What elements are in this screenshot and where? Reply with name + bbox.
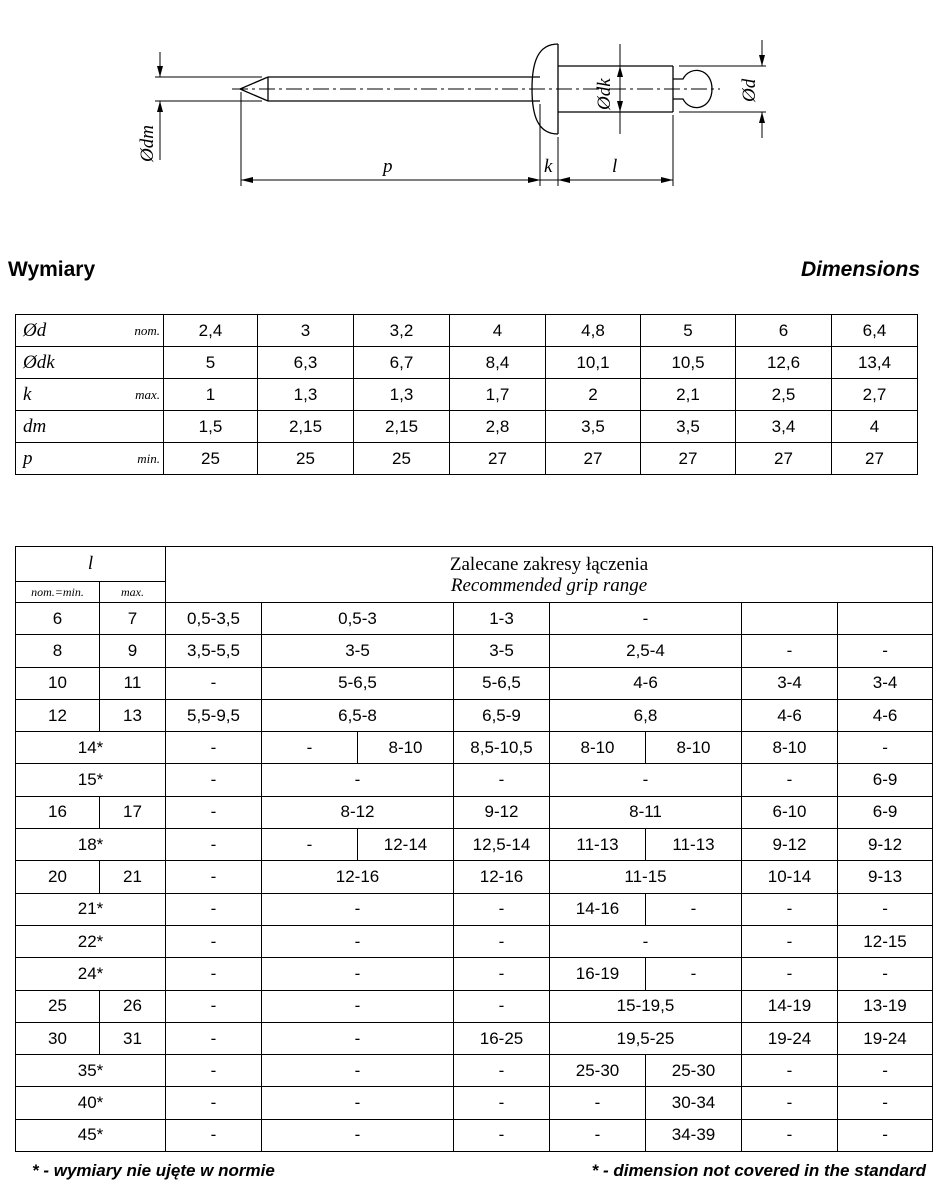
grip-range-cell: 0,5-3 bbox=[262, 603, 454, 635]
grip-range-cell: - bbox=[454, 764, 550, 796]
dimension-value: 27 bbox=[450, 443, 546, 475]
grip-range-cell: - bbox=[550, 1119, 646, 1151]
heading-polish: Wymiary bbox=[8, 258, 96, 281]
grip-range-cell: - bbox=[742, 925, 838, 957]
grip-range-cell: - bbox=[166, 861, 262, 893]
grip-range-cell: - bbox=[262, 1022, 454, 1054]
grip-range-cell: - bbox=[454, 925, 550, 957]
grip-range-cell: 5-6,5 bbox=[262, 667, 454, 699]
dimension-value: 4,8 bbox=[546, 315, 641, 347]
dimension-value: 5 bbox=[164, 347, 258, 379]
dimension-value: 27 bbox=[832, 443, 918, 475]
dimension-qualifier: min. bbox=[94, 443, 164, 475]
grip-range-cell: - bbox=[742, 1055, 838, 1087]
dimension-name: Ød bbox=[16, 315, 94, 347]
grip-range-cell: 2,5-4 bbox=[550, 635, 742, 667]
grip-range-cell bbox=[838, 603, 933, 635]
grip-range-cell: 13-19 bbox=[838, 990, 933, 1022]
grip-range-cell: 11-13 bbox=[646, 829, 742, 861]
dimension-value: 12,6 bbox=[736, 347, 832, 379]
grip-row bbox=[16, 603, 933, 635]
grip-length: 14* bbox=[16, 732, 166, 764]
grip-range-cell: 12-15 bbox=[838, 925, 933, 957]
dimension-name: p bbox=[16, 443, 94, 475]
grip-range-cell: 6-9 bbox=[838, 764, 933, 796]
grip-length-nom: 8 bbox=[16, 635, 100, 667]
grip-range-cell: - bbox=[166, 893, 262, 925]
dimension-value: 1,3 bbox=[354, 379, 450, 411]
dimension-value: 2,7 bbox=[832, 379, 918, 411]
grip-range-cell: - bbox=[262, 958, 454, 990]
grip-range-cell: 1-3 bbox=[454, 603, 550, 635]
dimension-value: 10,5 bbox=[641, 347, 736, 379]
grip-range-cell: 0,5-3,5 bbox=[166, 603, 262, 635]
grip-range-cell: - bbox=[646, 893, 742, 925]
grip-range-cell: 16-19 bbox=[550, 958, 646, 990]
rivet-drawing bbox=[0, 0, 946, 240]
grip-title-pl: Zalecane zakresy łączenia bbox=[449, 553, 649, 575]
grip-range-cell: - bbox=[550, 603, 742, 635]
grip-range-cell: - bbox=[166, 1022, 262, 1054]
grip-range-table bbox=[15, 546, 933, 1152]
heading-english: Dimensions bbox=[800, 258, 920, 281]
grip-length-max: 13 bbox=[100, 699, 166, 731]
dimension-qualifier bbox=[94, 347, 164, 379]
grip-range-cell: 19-24 bbox=[838, 1022, 933, 1054]
dimension-value: 3,2 bbox=[354, 315, 450, 347]
grip-range-cell: 6,8 bbox=[550, 699, 742, 731]
grip-row bbox=[16, 925, 933, 957]
grip-range-cell: - bbox=[742, 635, 838, 667]
grip-range-cell: - bbox=[838, 635, 933, 667]
dimension-value: 10,1 bbox=[546, 347, 641, 379]
grip-range-cell: 12,5-14 bbox=[454, 829, 550, 861]
grip-range-cell: 4-6 bbox=[742, 699, 838, 731]
grip-range-cell: - bbox=[838, 958, 933, 990]
grip-range-cell: - bbox=[742, 893, 838, 925]
grip-range-cell: - bbox=[262, 990, 454, 1022]
grip-row bbox=[16, 1119, 933, 1151]
nom-min-header: nom.=min. bbox=[16, 582, 100, 603]
grip-row bbox=[16, 699, 933, 731]
grip-row bbox=[16, 829, 933, 861]
grip-length-max: 21 bbox=[100, 861, 166, 893]
dimension-name: dm bbox=[16, 411, 94, 443]
grip-range-cell: 25-30 bbox=[646, 1055, 742, 1087]
grip-range-cell: 8-10 bbox=[358, 732, 454, 764]
grip-range-cell: - bbox=[166, 764, 262, 796]
grip-range-cell: - bbox=[838, 1055, 933, 1087]
grip-range-cell: - bbox=[262, 1119, 454, 1151]
grip-range-cell: 25-30 bbox=[550, 1055, 646, 1087]
grip-length-max: 31 bbox=[100, 1022, 166, 1054]
grip-length: 40* bbox=[16, 1087, 166, 1119]
grip-range-cell: 10-14 bbox=[742, 861, 838, 893]
grip-range-cell: - bbox=[166, 925, 262, 957]
grip-range-cell: - bbox=[454, 990, 550, 1022]
grip-length: 45* bbox=[16, 1119, 166, 1151]
grip-range-cell: - bbox=[646, 958, 742, 990]
grip-range-cell: 34-39 bbox=[646, 1119, 742, 1151]
grip-range-cell: - bbox=[550, 925, 742, 957]
grip-title bbox=[166, 547, 933, 603]
grip-range-cell: 5,5-9,5 bbox=[166, 699, 262, 731]
grip-range-cell: 12-16 bbox=[262, 861, 454, 893]
grip-length-nom: 25 bbox=[16, 990, 100, 1022]
grip-range-cell: 9-13 bbox=[838, 861, 933, 893]
footnote-english: * - dimension not covered in the standard bbox=[591, 1161, 926, 1180]
grip-range-cell: - bbox=[454, 893, 550, 925]
grip-range-cell: - bbox=[166, 667, 262, 699]
grip-range-cell: 3-5 bbox=[262, 635, 454, 667]
grip-length-max: 9 bbox=[100, 635, 166, 667]
dimension-value: 2 bbox=[546, 379, 641, 411]
dimension-row bbox=[16, 379, 918, 411]
label-l: l bbox=[612, 156, 618, 177]
dimension-value: 2,15 bbox=[258, 411, 354, 443]
grip-range-cell: - bbox=[742, 1087, 838, 1119]
grip-range-cell: - bbox=[166, 1055, 262, 1087]
grip-range-cell: - bbox=[262, 829, 358, 861]
grip-range-cell: 9-12 bbox=[838, 829, 933, 861]
grip-range-cell: - bbox=[454, 958, 550, 990]
grip-range-cell: 15-19,5 bbox=[550, 990, 742, 1022]
dimension-value: 1,5 bbox=[164, 411, 258, 443]
grip-range-cell: 6-9 bbox=[838, 796, 933, 828]
grip-range-cell: - bbox=[262, 925, 454, 957]
grip-range-cell: - bbox=[838, 1119, 933, 1151]
grip-row bbox=[16, 764, 933, 796]
grip-range-cell: - bbox=[262, 732, 358, 764]
dimension-row bbox=[16, 411, 918, 443]
dimension-qualifier: nom. bbox=[94, 315, 164, 347]
grip-range-cell: 6,5-8 bbox=[262, 699, 454, 731]
grip-range-cell: 6-10 bbox=[742, 796, 838, 828]
grip-range-cell: 14-19 bbox=[742, 990, 838, 1022]
grip-range-cell: 9-12 bbox=[742, 829, 838, 861]
grip-range-cell bbox=[742, 603, 838, 635]
dimension-qualifier: max. bbox=[94, 379, 164, 411]
grip-range-cell: - bbox=[166, 1087, 262, 1119]
dimension-value: 6,3 bbox=[258, 347, 354, 379]
dimension-value: 25 bbox=[258, 443, 354, 475]
grip-range-cell: 8-12 bbox=[262, 796, 454, 828]
dimension-value: 5 bbox=[641, 315, 736, 347]
grip-range-cell: 11-13 bbox=[550, 829, 646, 861]
dimension-value: 13,4 bbox=[832, 347, 918, 379]
grip-row bbox=[16, 667, 933, 699]
dimension-value: 27 bbox=[736, 443, 832, 475]
grip-length-max: 7 bbox=[100, 603, 166, 635]
grip-range-cell: - bbox=[166, 796, 262, 828]
dimension-value: 6 bbox=[736, 315, 832, 347]
grip-range-cell: 8-11 bbox=[550, 796, 742, 828]
dimension-value: 4 bbox=[832, 411, 918, 443]
grip-range-cell: 11-15 bbox=[550, 861, 742, 893]
grip-row bbox=[16, 1055, 933, 1087]
grip-range-cell: 4-6 bbox=[550, 667, 742, 699]
grip-range-cell: - bbox=[550, 764, 742, 796]
dimension-name: k bbox=[16, 379, 94, 411]
grip-range-cell: - bbox=[166, 990, 262, 1022]
grip-range-cell: 3-5 bbox=[454, 635, 550, 667]
dimension-name: Ødk bbox=[16, 347, 94, 379]
grip-range-cell: - bbox=[454, 1055, 550, 1087]
grip-range-cell: - bbox=[742, 764, 838, 796]
grip-range-cell: 4-6 bbox=[838, 699, 933, 731]
grip-range-cell: - bbox=[838, 893, 933, 925]
grip-range-cell: - bbox=[262, 1055, 454, 1087]
grip-range-cell: - bbox=[550, 1087, 646, 1119]
grip-range-cell: 30-34 bbox=[646, 1087, 742, 1119]
dimension-value: 2,5 bbox=[736, 379, 832, 411]
grip-range-cell: 6,5-9 bbox=[454, 699, 550, 731]
dimension-value: 25 bbox=[164, 443, 258, 475]
grip-length-max: 17 bbox=[100, 796, 166, 828]
grip-row bbox=[16, 732, 933, 764]
grip-range-cell: 12-16 bbox=[454, 861, 550, 893]
grip-header-row bbox=[16, 547, 933, 582]
grip-range-cell: - bbox=[838, 732, 933, 764]
grip-range-cell: 19-24 bbox=[742, 1022, 838, 1054]
grip-range-cell: 5-6,5 bbox=[454, 667, 550, 699]
dimension-value: 3,5 bbox=[641, 411, 736, 443]
label-dm: Ødm bbox=[137, 125, 158, 162]
grip-length: 15* bbox=[16, 764, 166, 796]
grip-length-nom: 10 bbox=[16, 667, 100, 699]
grip-range-cell: - bbox=[166, 732, 262, 764]
grip-row bbox=[16, 893, 933, 925]
grip-length-nom: 16 bbox=[16, 796, 100, 828]
grip-length: 18* bbox=[16, 829, 166, 861]
dimension-value: 8,4 bbox=[450, 347, 546, 379]
grip-range-cell: 16-25 bbox=[454, 1022, 550, 1054]
dimension-row bbox=[16, 347, 918, 379]
grip-range-cell: - bbox=[262, 893, 454, 925]
dimension-value: 1,3 bbox=[258, 379, 354, 411]
grip-range-cell: 9-12 bbox=[454, 796, 550, 828]
grip-length-nom: 12 bbox=[16, 699, 100, 731]
grip-length-nom: 20 bbox=[16, 861, 100, 893]
dimension-value: 27 bbox=[546, 443, 641, 475]
dimension-row bbox=[16, 315, 918, 347]
grip-range-cell: - bbox=[166, 1119, 262, 1151]
dimension-value: 1,7 bbox=[450, 379, 546, 411]
grip-range-cell: - bbox=[262, 764, 454, 796]
grip-range-cell: 19,5-25 bbox=[550, 1022, 742, 1054]
grip-row bbox=[16, 861, 933, 893]
dimension-value: 2,4 bbox=[164, 315, 258, 347]
grip-length-max: 26 bbox=[100, 990, 166, 1022]
grip-range-cell: - bbox=[454, 1119, 550, 1151]
grip-range-cell: - bbox=[742, 958, 838, 990]
grip-range-cell: 8-10 bbox=[646, 732, 742, 764]
grip-range-cell: 12-14 bbox=[358, 829, 454, 861]
grip-row bbox=[16, 1087, 933, 1119]
grip-length-max: 11 bbox=[100, 667, 166, 699]
label-p: p bbox=[383, 156, 393, 177]
dimension-value: 3,5 bbox=[546, 411, 641, 443]
grip-row bbox=[16, 1022, 933, 1054]
grip-range-cell: - bbox=[742, 1119, 838, 1151]
dimension-value: 4 bbox=[450, 315, 546, 347]
grip-row bbox=[16, 635, 933, 667]
grip-range-cell: 3-4 bbox=[838, 667, 933, 699]
dimension-value: 27 bbox=[641, 443, 736, 475]
dimension-qualifier bbox=[94, 411, 164, 443]
dimension-row bbox=[16, 443, 918, 475]
grip-row bbox=[16, 990, 933, 1022]
grip-row bbox=[16, 796, 933, 828]
label-k: k bbox=[544, 156, 553, 177]
dimension-value: 2,15 bbox=[354, 411, 450, 443]
grip-length-nom: 30 bbox=[16, 1022, 100, 1054]
grip-range-cell: 8,5-10,5 bbox=[454, 732, 550, 764]
grip-row bbox=[16, 958, 933, 990]
l-header: l bbox=[16, 547, 166, 582]
grip-range-cell: - bbox=[166, 829, 262, 861]
grip-range-cell: - bbox=[262, 1087, 454, 1119]
label-dk: Ødk bbox=[594, 78, 615, 110]
dimension-value: 6,7 bbox=[354, 347, 450, 379]
dimension-value: 3 bbox=[258, 315, 354, 347]
grip-range-cell: 3-4 bbox=[742, 667, 838, 699]
grip-length: 21* bbox=[16, 893, 166, 925]
grip-length: 22* bbox=[16, 925, 166, 957]
dimension-value: 2,8 bbox=[450, 411, 546, 443]
grip-length-nom: 6 bbox=[16, 603, 100, 635]
grip-length: 24* bbox=[16, 958, 166, 990]
grip-range-cell: 3,5-5,5 bbox=[166, 635, 262, 667]
dimension-value: 6,4 bbox=[832, 315, 918, 347]
label-d: Ød bbox=[739, 78, 760, 102]
max-header: max. bbox=[100, 582, 166, 603]
dimension-value: 3,4 bbox=[736, 411, 832, 443]
dimension-value: 2,1 bbox=[641, 379, 736, 411]
grip-range-cell: 8-10 bbox=[742, 732, 838, 764]
grip-range-cell: - bbox=[166, 958, 262, 990]
grip-range-cell: - bbox=[838, 1087, 933, 1119]
dimension-value: 25 bbox=[354, 443, 450, 475]
dimension-value: 1 bbox=[164, 379, 258, 411]
grip-length: 35* bbox=[16, 1055, 166, 1087]
grip-range-cell: - bbox=[454, 1087, 550, 1119]
grip-range-cell: 14-16 bbox=[550, 893, 646, 925]
footnote-polish: * - wymiary nie ujęte w normie bbox=[32, 1161, 275, 1180]
grip-range-cell: 8-10 bbox=[550, 732, 646, 764]
grip-title-en: Recommended grip range bbox=[450, 574, 648, 596]
dimensions-table bbox=[15, 314, 918, 475]
